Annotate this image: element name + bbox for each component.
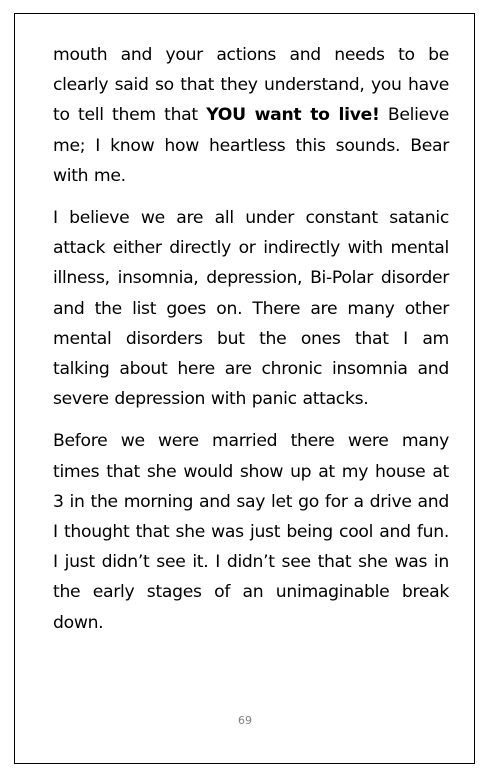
paragraph-2: I believe we are all under constant satanic attack either directly or indirectly with mental illness, insomnia, depression, Bi-Polar disorder and the list goes on. There are many other mental disorders but the ones that I am talking about here are chronic insomnia and severe depression with panic attacks.: [53, 208, 449, 410]
paragraph-1: [53, 40, 449, 191]
paragraph-1-text-start: mouth and your actions and needs to be clearly said so that they understand, you have to tell them that: [53, 45, 449, 126]
page-body-text: [53, 40, 449, 650]
paragraph-1-emphasis: YOU want to live!: [206, 105, 380, 126]
page-number: 69: [238, 714, 252, 727]
paragraph-3: Before we were married there were many times that she would show up at my house at 3 in the morning and say let go for a drive and I thought that she was just being cool and fun. I just didn’t see it. I didn’t see that she was in the early stages of an unimaginable break down.: [53, 431, 449, 633]
paragraph-1-text-end: Believe me; I know how heartless this sounds. Bear with me.: [53, 105, 449, 186]
